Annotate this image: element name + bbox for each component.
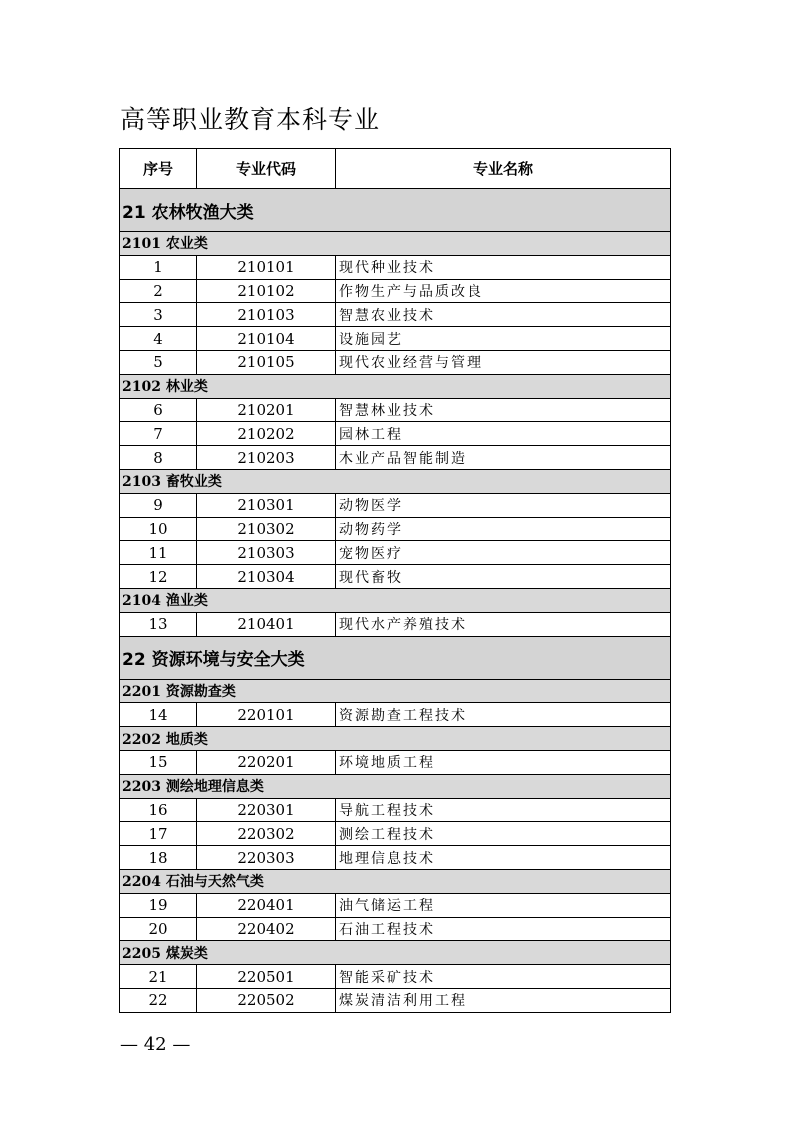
cell-no: 15 bbox=[120, 750, 197, 774]
table-row bbox=[120, 798, 671, 822]
subcategory-title: 2204 石油与天然气类 bbox=[120, 869, 671, 893]
category-title: 22 资源环境与安全大类 bbox=[120, 636, 671, 679]
table-row bbox=[120, 703, 671, 727]
cell-code: 210301 bbox=[197, 493, 336, 517]
cell-no: 12 bbox=[120, 565, 197, 589]
cell-name: 智慧农业技术 bbox=[336, 303, 671, 327]
cell-code: 210103 bbox=[197, 303, 336, 327]
table-row bbox=[120, 822, 671, 846]
table-row bbox=[120, 750, 671, 774]
cell-no: 22 bbox=[120, 988, 197, 1012]
cell-name: 智能采矿技术 bbox=[336, 965, 671, 989]
table-row bbox=[120, 422, 671, 446]
cell-name: 宠物医疗 bbox=[336, 541, 671, 565]
cell-code: 210102 bbox=[197, 279, 336, 303]
table-row bbox=[120, 988, 671, 1012]
cell-code: 210101 bbox=[197, 255, 336, 279]
cell-name: 煤炭清洁利用工程 bbox=[336, 988, 671, 1012]
cell-name: 动物药学 bbox=[336, 517, 671, 541]
table-row bbox=[120, 398, 671, 422]
cell-code: 220502 bbox=[197, 988, 336, 1012]
cell-no: 7 bbox=[120, 422, 197, 446]
cell-name: 资源勘查工程技术 bbox=[336, 703, 671, 727]
majors-table bbox=[119, 148, 671, 1013]
table-row bbox=[120, 893, 671, 917]
cell-name: 智慧林业技术 bbox=[336, 398, 671, 422]
table-row bbox=[120, 303, 671, 327]
cell-no: 4 bbox=[120, 327, 197, 351]
cell-code: 210202 bbox=[197, 422, 336, 446]
cell-name: 现代水产养殖技术 bbox=[336, 612, 671, 636]
cell-code: 210304 bbox=[197, 565, 336, 589]
cell-name: 现代种业技术 bbox=[336, 255, 671, 279]
cell-no: 1 bbox=[120, 255, 197, 279]
table-row bbox=[120, 327, 671, 351]
cell-no: 10 bbox=[120, 517, 197, 541]
cell-name: 园林工程 bbox=[336, 422, 671, 446]
table-row bbox=[120, 279, 671, 303]
cell-code: 220301 bbox=[197, 798, 336, 822]
table-row bbox=[120, 965, 671, 989]
subcategory-title: 2101 农业类 bbox=[120, 232, 671, 256]
cell-name: 环境地质工程 bbox=[336, 750, 671, 774]
majors-table-body bbox=[120, 149, 671, 1013]
cell-name: 设施园艺 bbox=[336, 327, 671, 351]
cell-code: 220201 bbox=[197, 750, 336, 774]
subcategory-row bbox=[120, 679, 671, 703]
cell-code: 210203 bbox=[197, 446, 336, 470]
subcategory-row bbox=[120, 469, 671, 493]
cell-no: 9 bbox=[120, 493, 197, 517]
cell-no: 17 bbox=[120, 822, 197, 846]
table-row bbox=[120, 255, 671, 279]
table-row bbox=[120, 565, 671, 589]
subcategory-title: 2203 测绘地理信息类 bbox=[120, 774, 671, 798]
cell-code: 210302 bbox=[197, 517, 336, 541]
subcategory-title: 2205 煤炭类 bbox=[120, 941, 671, 965]
cell-code: 210105 bbox=[197, 350, 336, 374]
subcategory-title: 2201 资源勘查类 bbox=[120, 679, 671, 703]
category-row bbox=[120, 636, 671, 679]
table-row bbox=[120, 517, 671, 541]
cell-no: 5 bbox=[120, 350, 197, 374]
cell-no: 13 bbox=[120, 612, 197, 636]
cell-name: 地理信息技术 bbox=[336, 846, 671, 870]
subcategory-row bbox=[120, 727, 671, 751]
table-row bbox=[120, 350, 671, 374]
subcategory-row bbox=[120, 774, 671, 798]
page-number: — 42 — bbox=[120, 1034, 191, 1055]
table-row bbox=[120, 541, 671, 565]
cell-name: 动物医学 bbox=[336, 493, 671, 517]
cell-code: 220303 bbox=[197, 846, 336, 870]
cell-no: 6 bbox=[120, 398, 197, 422]
cell-code: 220302 bbox=[197, 822, 336, 846]
cell-no: 2 bbox=[120, 279, 197, 303]
page-title: 高等职业教育本科专业 bbox=[120, 105, 381, 134]
cell-name: 现代农业经营与管理 bbox=[336, 350, 671, 374]
cell-no: 18 bbox=[120, 846, 197, 870]
cell-code: 210104 bbox=[197, 327, 336, 351]
subcategory-row bbox=[120, 374, 671, 398]
cell-code: 220401 bbox=[197, 893, 336, 917]
cell-code: 210401 bbox=[197, 612, 336, 636]
cell-name: 石油工程技术 bbox=[336, 917, 671, 941]
cell-no: 3 bbox=[120, 303, 197, 327]
cell-name: 油气储运工程 bbox=[336, 893, 671, 917]
category-title: 21 农林牧渔大类 bbox=[120, 189, 671, 232]
cell-code: 210303 bbox=[197, 541, 336, 565]
header-no: 序号 bbox=[120, 149, 197, 189]
subcategory-row bbox=[120, 941, 671, 965]
cell-no: 21 bbox=[120, 965, 197, 989]
cell-no: 20 bbox=[120, 917, 197, 941]
cell-name: 导航工程技术 bbox=[336, 798, 671, 822]
table-row bbox=[120, 846, 671, 870]
table-row bbox=[120, 917, 671, 941]
subcategory-title: 2103 畜牧业类 bbox=[120, 469, 671, 493]
cell-name: 作物生产与品质改良 bbox=[336, 279, 671, 303]
cell-no: 16 bbox=[120, 798, 197, 822]
cell-code: 210201 bbox=[197, 398, 336, 422]
subcategory-row bbox=[120, 869, 671, 893]
table-row bbox=[120, 612, 671, 636]
subcategory-title: 2202 地质类 bbox=[120, 727, 671, 751]
subcategory-row bbox=[120, 588, 671, 612]
subcategory-title: 2102 林业类 bbox=[120, 374, 671, 398]
cell-name: 测绘工程技术 bbox=[336, 822, 671, 846]
subcategory-row bbox=[120, 232, 671, 256]
cell-code: 220501 bbox=[197, 965, 336, 989]
table-row bbox=[120, 493, 671, 517]
table-header-row bbox=[120, 149, 671, 189]
category-row bbox=[120, 189, 671, 232]
table-row bbox=[120, 446, 671, 470]
cell-no: 14 bbox=[120, 703, 197, 727]
header-name: 专业名称 bbox=[336, 149, 671, 189]
cell-name: 现代畜牧 bbox=[336, 565, 671, 589]
cell-code: 220402 bbox=[197, 917, 336, 941]
cell-name: 木业产品智能制造 bbox=[336, 446, 671, 470]
cell-no: 11 bbox=[120, 541, 197, 565]
subcategory-title: 2104 渔业类 bbox=[120, 588, 671, 612]
cell-no: 8 bbox=[120, 446, 197, 470]
cell-no: 19 bbox=[120, 893, 197, 917]
header-code: 专业代码 bbox=[197, 149, 336, 189]
cell-code: 220101 bbox=[197, 703, 336, 727]
